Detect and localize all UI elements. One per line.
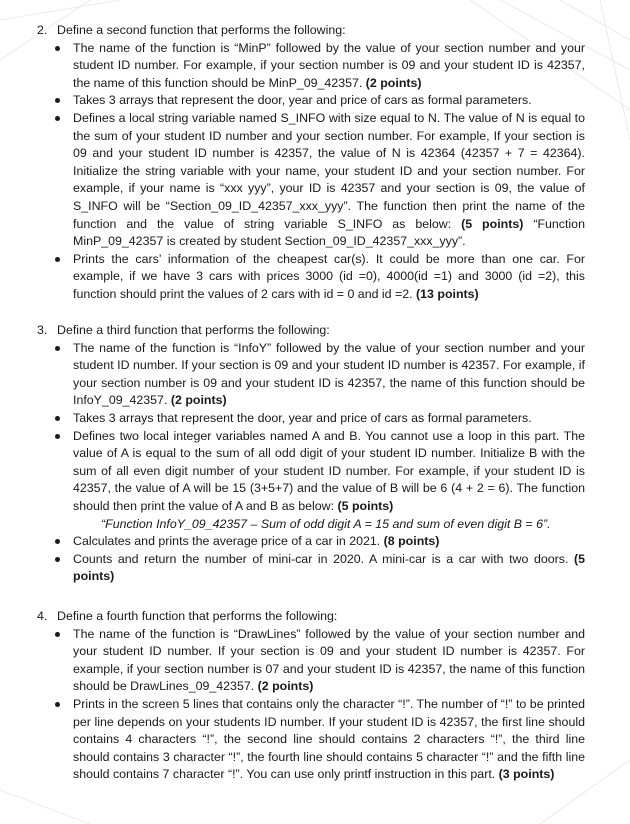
list-item: Takes 3 arrays that represent the door, year and price of cars as formal parameters. [37,92,585,110]
points-label: (2 points) [170,393,227,408]
points-label: (5 points) [73,551,585,584]
example-output: “Function MinP_09_42357 is created by student Section_09_ID_42357_xxx_yyy”. [73,216,585,249]
question-2 [37,22,585,304]
list-item: Prints the cars’ information of the cheapest car(s). It could be more than one car. For example, if we have 3 cars with prices 3000 (id =0), 4000(id =1) and 3000 (id =2), this function should print the values of 2 cars with id = 0 and id =2. (13 points) [37,251,585,304]
list-item: Calculates and prints the average price of a car in 2021. (8 points) [37,533,585,551]
question-2-list [37,40,585,304]
question-3-number: 3. [37,323,48,337]
question-3-list [37,340,585,516]
list-item: Takes 3 arrays that represent the door, year and price of cars as formal parameters. [37,410,585,428]
points-label: (5 points) [461,216,524,231]
question-2-number: 2. [37,23,48,37]
list-item: Counts and return the number of mini-car in 2020. A mini-car is a car with two doors. (5 points) [37,551,585,586]
points-label: (2 points) [257,679,314,694]
example-output: “Function InfoY_09_42357 – Sum of odd digit A = 15 and sum of even digit B = 6”. [101,516,551,531]
points-label: (8 points) [383,534,440,549]
list-item: Defines a local string variable named S_INFO with size equal to N. The value of N is equal to the sum of your student ID number and your section number. For example, If your section is 09 and your student ID number is 42357, the value of N is 42364 (42357 + 7 = 42364). Initialize the string variable with your name, your student ID and your section number. For example, if your name is “xxx yyy”, your ID is 42357 and your section is 09, the value of S_INFO will be “Section_09_ID_42357_xxx_yyy”. The function then print the name of the function and the value of string variable S_INFO as below: (5 points) “Function MinP_09_42357 is created by student Section_09_ID_42357_xxx_yyy”. [37,110,585,251]
question-3-list-cont [37,533,585,586]
list-item: Defines two local integer variables named A and B. You cannot use a loop in this part. The value of A is equal to the sum of all odd digit of your student ID number. Initialize B with the sum of all even digit number of your student ID number. For example, if your student ID is 42357, the value of A will be 15 (3+5+7) and the value of B will be 6 (4 + 2 = 6). The function should then print the value of A and B as below: (5 points) [37,428,585,516]
points-label: (3 points) [498,767,555,782]
question-4 [37,608,585,784]
list-item: The name of the function is “MinP” followed by the value of your section number and your student ID number. For example, if your section number is 09 and your student ID is 42357, the name of this function should be MinP_09_42357. (2 points) [37,40,585,93]
points-label: (2 points) [365,75,422,90]
question-3 [37,322,585,586]
points-label: (5 points) [337,498,394,513]
question-4-list [37,626,585,784]
list-item: The name of the function is “DrawLines” followed by the value of your section number and your student ID number. If your section is 09 and your student ID number is 42357. For example, if your section number is 07 and your student ID is 42357, the name of this function should be DrawLines_09_42357. (2 points) [37,626,585,696]
question-4-number: 4. [37,609,48,623]
question-3-title: Define a third function that performs the following: [57,323,330,337]
question-2-title: Define a second function that performs the following: [57,23,346,37]
points-label: (13 points) [416,286,479,301]
list-item: Prints in the screen 5 lines that contains only the character “!”. The number of “!” to be printed per line depends on your students ID number. If your student ID is 42357, the first line should contains 4 characters “!”, the second line should contains 2 characters “!”, the third line should contains 3 character “!”, the fourth line should contains 5 character “!” and the fifth line should contains 7 character “!”. You can use only printf instruction in this part. (3 points) [37,696,585,784]
question-4-title: Define a fourth function that performs the following: [57,609,338,623]
list-item: The name of the function is “InfoY” followed by the value of your section number and your student ID number. If your section is 09 and your student ID number is 42357. For example, if your section number is 09 and your student ID is 42357, the name of this function should be InfoY_09_42357. (2 points) [37,340,585,410]
